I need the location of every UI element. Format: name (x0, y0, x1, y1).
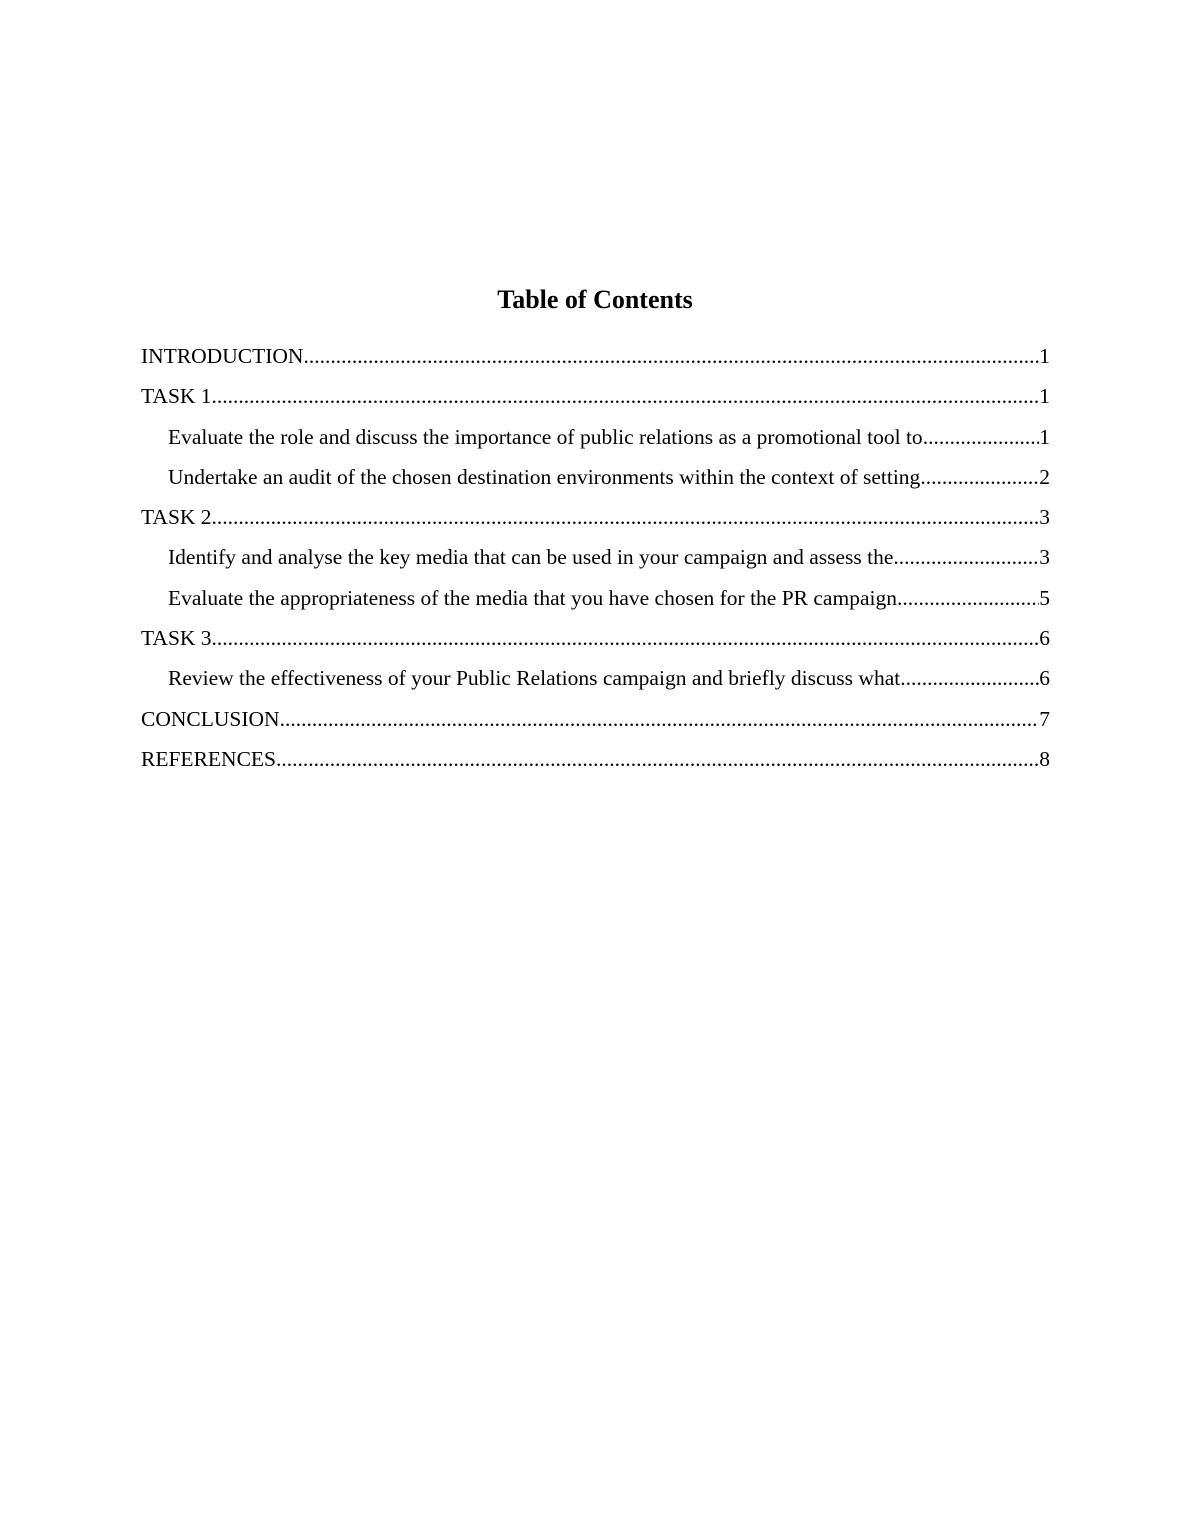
toc-page-number: 2 (1039, 464, 1050, 489)
toc-entry-text: TASK 2 (141, 505, 212, 530)
toc-entry-text: Evaluate the role and discuss the importance of public relations as a promotional tool to (168, 424, 923, 449)
toc-page-number: 1 (1039, 344, 1050, 368)
toc-page-number: 6 (1039, 666, 1050, 691)
toc-page-number: 1 (1039, 424, 1050, 449)
toc-dot-leader (212, 501, 1040, 533)
toc-page-number: 3 (1039, 505, 1050, 530)
toc-dot-leader (212, 380, 1040, 412)
toc-dot-leader (920, 461, 1039, 493)
toc-page-number: 6 (1039, 626, 1050, 651)
toc-page-number: 1 (1039, 384, 1050, 409)
toc-entry-text: INTRODUCTION (141, 344, 304, 368)
toc-list (141, 340, 1050, 783)
toc-entry-text: Evaluate the appropriateness of the media that you have chosen for the PR campaign (168, 585, 897, 610)
toc-page-number: 7 (1039, 706, 1050, 731)
toc-dot-leader (923, 421, 1040, 453)
toc-page-number: 8 (1039, 746, 1050, 771)
toc-entry-identify-media[interactable] (141, 541, 1050, 581)
toc-entry-text: TASK 3 (141, 626, 212, 651)
toc-entry-text: REFERENCES (141, 746, 276, 771)
toc-dot-leader (897, 582, 1039, 614)
toc-dot-leader (276, 743, 1039, 775)
toc-entry-evaluate-role[interactable] (141, 421, 1050, 461)
toc-entry-text: Review the effectiveness of your Public Relations campaign and briefly discuss what (168, 666, 901, 691)
toc-entry-text: Identify and analyse the key media that can be used in your campaign and assess the (168, 545, 894, 570)
toc-entry-introduction[interactable] (141, 340, 1050, 380)
toc-entry-task-2[interactable] (141, 501, 1050, 541)
toc-entry-task-3[interactable] (141, 622, 1050, 662)
toc-entry-review-effectiveness[interactable] (141, 662, 1050, 702)
toc-entry-undertake-audit[interactable] (141, 461, 1050, 501)
toc-title: Table of Contents (497, 285, 693, 314)
toc-dot-leader (280, 703, 1040, 735)
toc-page-number: 3 (1039, 545, 1050, 570)
toc-entry-text: CONCLUSION (141, 706, 280, 731)
toc-entry-text: Undertake an audit of the chosen destination environments within the context of setting (168, 464, 921, 489)
toc-dot-leader (212, 622, 1040, 654)
toc-dot-leader (893, 541, 1039, 573)
toc-dot-leader (900, 662, 1039, 694)
toc-entry-evaluate-media[interactable] (141, 582, 1050, 622)
toc-entry-text: TASK 1 (141, 384, 212, 409)
toc-entry-task-1[interactable] (141, 380, 1050, 420)
toc-entry-conclusion[interactable] (141, 703, 1050, 743)
toc-page-number: 5 (1039, 585, 1050, 610)
toc-dot-leader (303, 340, 1039, 372)
toc-entry-references[interactable] (141, 743, 1050, 783)
